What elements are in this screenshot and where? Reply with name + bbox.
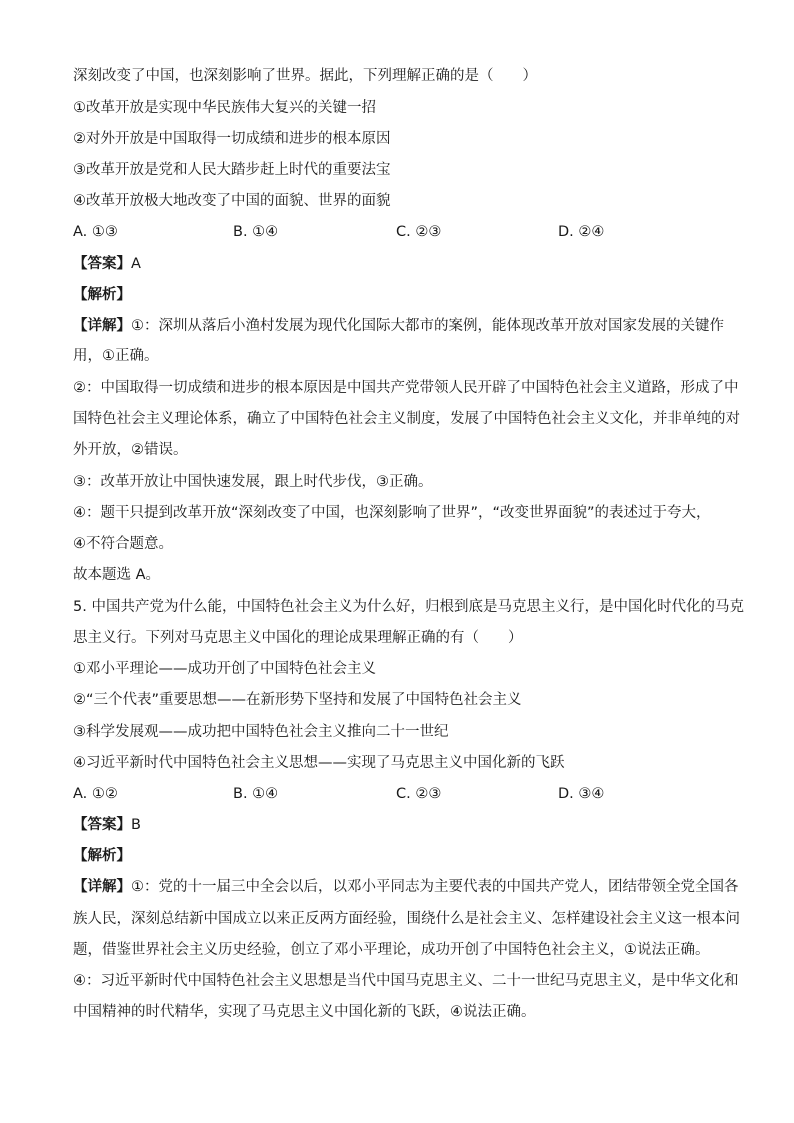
q4-option-c: C. ②③ xyxy=(396,224,442,240)
q5-detail-text-1: ①：党的十一届三中全会以后，以邓小平同志为主要代表的中国共产党人，团结带领全党全国各 xyxy=(131,879,739,895)
q4-item-4: ④改革开放极大地改变了中国的面貌、世界的面貌 xyxy=(73,193,391,209)
q4-conclusion: 故本题选 A。 xyxy=(73,567,161,583)
q5-detail-tag: 【详解】 xyxy=(73,879,131,895)
q4-analysis-tag: 【解析】 xyxy=(73,287,131,303)
q4-detail-tag: 【详解】 xyxy=(73,318,131,334)
q4-detail-line-1 xyxy=(73,316,724,336)
q5-option-d: D. ③④ xyxy=(558,786,605,802)
q4-answer-tag: 【答案】 xyxy=(73,256,131,272)
q4-item-1: ①改革开放是实现中华民族伟大复兴的关键一招 xyxy=(73,100,376,116)
q4-detail-line-3: ②：中国取得一切成绩和进步的根本原因是中国共产党带领人民开辟了中国特色社会主义道路，形成了中 xyxy=(73,380,739,396)
q5-item-2: ②“三个代表”重要思想——在新形势下坚持和发展了中国特色社会主义 xyxy=(73,692,522,708)
q5-option-b: B. ①④ xyxy=(233,786,279,802)
q4-detail-line-2: 用，①正确。 xyxy=(73,348,159,364)
q5-stem-line-1: 5. 中国共产党为什么能，中国特色社会主义为什么好，归根到底是马克思主义行，是中国化时代化的马克 xyxy=(73,599,744,615)
q4-item-3: ③改革开放是党和人民大踏步赶上时代的重要法宝 xyxy=(73,162,391,178)
q4-detail-line-8: ④不符合题意。 xyxy=(73,536,173,552)
q4-detail-line-5: 外开放，②错误。 xyxy=(73,442,188,458)
q5-item-3: ③科学发展观——成功把中国特色社会主义推向二十一世纪 xyxy=(73,724,449,740)
q5-detail-line-2: 族人民，深刻总结新中国成立以来正反两方面经验，围绕什么是社会主义、怎样建设社会主义这一根本问 xyxy=(73,911,740,927)
q5-detail-line-1 xyxy=(73,877,739,897)
q4-detail-line-4: 国特色社会主义理论体系，确立了中国特色社会主义制度，发展了中国特色社会主义文化，并非单纯的对 xyxy=(73,411,740,427)
q4-option-a: A. ①③ xyxy=(73,224,118,240)
q4-answer-line xyxy=(73,254,141,274)
q5-answer-line xyxy=(73,815,141,835)
q5-detail-line-4: ④：习近平新时代中国特色社会主义思想是当代中国马克思主义、二十一世纪马克思主义，是中华文化和 xyxy=(73,973,739,989)
q5-analysis-tag: 【解析】 xyxy=(73,848,131,864)
q5-item-4: ④习近平新时代中国特色社会主义思想——实现了马克思主义中国化新的飞跃 xyxy=(73,755,565,771)
q4-stem: 深刻改变了中国，也深刻影响了世界。据此，下列理解正确的是（ ） xyxy=(73,68,537,84)
q5-option-a: A. ①② xyxy=(73,786,118,802)
q4-option-d: D. ②④ xyxy=(558,224,605,240)
q4-option-b: B. ①④ xyxy=(233,224,279,240)
q5-item-1: ①邓小平理论——成功开创了中国特色社会主义 xyxy=(73,661,376,677)
q4-detail-line-7: ④：题干只提到改革开放“深刻改变了中国，也深刻影响了世界”，“改变世界面貌”的表述过于夸大， xyxy=(73,505,711,521)
q5-answer-tag: 【答案】 xyxy=(73,817,131,833)
q5-option-c: C. ②③ xyxy=(396,786,442,802)
q4-detail-text-1: ①：深圳从落后小渔村发展为现代化国际大都市的案例，能体现改革开放对国家发展的关键作 xyxy=(131,318,724,334)
q5-detail-line-5: 中国精神的时代精华，实现了马克思主义中国化新的飞跃，④说法正确。 xyxy=(73,1004,536,1020)
q4-item-2: ②对外开放是中国取得一切成绩和进步的根本原因 xyxy=(73,131,391,147)
q5-detail-line-3: 题，借鉴世界社会主义历史经验，创立了邓小平理论，成功开创了中国特色社会主义，①说法正确。 xyxy=(73,942,710,958)
q4-detail-line-6: ③：改革开放让中国快速发展，跟上时代步伐，③正确。 xyxy=(73,474,433,490)
q5-answer-value: B xyxy=(131,817,141,833)
q4-answer-value: A xyxy=(131,256,141,272)
q5-stem-line-2: 思主义行。下列对马克思主义中国化的理论成果理解正确的有（ ） xyxy=(73,630,523,646)
